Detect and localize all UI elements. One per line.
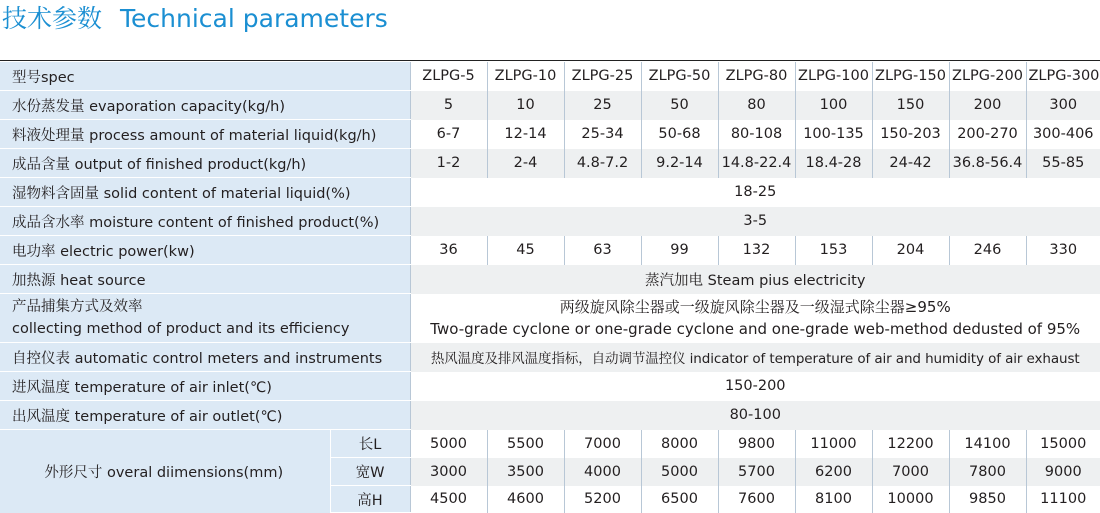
model-cell: ZLPG-50: [641, 62, 718, 91]
value-cell: 80-108: [718, 120, 795, 149]
value-cell: 150: [872, 91, 949, 120]
value-cell: 200: [949, 91, 1026, 120]
value-cell: 6500: [641, 486, 718, 513]
value-cell: [410, 294, 1100, 343]
value-cell: 204: [872, 236, 949, 265]
model-cell: ZLPG-200: [949, 62, 1026, 91]
page-title: [2, 2, 388, 36]
value-cell: 330: [1026, 236, 1100, 265]
row-label-en: collecting method of product and its efficiency: [12, 321, 350, 337]
model-cell: ZLPG-100: [795, 62, 872, 91]
row-label: 进风温度 temperature of air inlet(℃): [0, 372, 410, 401]
row-collecting: [0, 294, 1100, 343]
value-cell: 5700: [718, 458, 795, 486]
value-cell: 99: [641, 236, 718, 265]
value-cell: 150-203: [872, 120, 949, 149]
sub-label: 宽W: [330, 458, 410, 486]
spec-label: 型号spec: [0, 62, 410, 91]
value-cell: 11000: [795, 430, 872, 458]
row-label: 成品含水率 moisture content of finished product(%): [0, 207, 410, 236]
value-cell: 14100: [949, 430, 1026, 458]
value-cell: 36.8-56.4: [949, 149, 1026, 178]
value-cell: 12200: [872, 430, 949, 458]
value-cell: 8000: [641, 430, 718, 458]
row-heat: [0, 265, 1100, 294]
row-outlet: [0, 401, 1100, 430]
value-cell: 4500: [410, 486, 487, 513]
row-label: 成品含量 output of finished product(kg/h): [0, 149, 410, 178]
value-cell: 6200: [795, 458, 872, 486]
value-cell: 50: [641, 91, 718, 120]
value-cell: 3000: [410, 458, 487, 486]
value-cell: 150-200: [410, 372, 1100, 401]
value-cell: 18-25: [410, 178, 1100, 207]
model-cell: ZLPG-150: [872, 62, 949, 91]
value-cell: 4600: [487, 486, 564, 513]
value-cell: 25: [564, 91, 641, 120]
value-cell: 热风温度及排风温度指标，自动调节温控仪 indicator of temperature of air and humidity of air exhaust: [410, 343, 1100, 372]
model-cell: ZLPG-300: [1026, 62, 1100, 91]
sub-label: 高H: [330, 486, 410, 513]
title-divider: [0, 60, 1100, 61]
row-label-zh: 产品捕集方式及效率: [12, 299, 143, 315]
value-cell: 18.4-28: [795, 149, 872, 178]
row-process: [0, 120, 1100, 149]
value-cell: 5000: [410, 430, 487, 458]
value-cell: 7000: [872, 458, 949, 486]
title-zh: 技术参数: [2, 4, 103, 33]
value-cell: 300-406: [1026, 120, 1100, 149]
title-en: Technical parameters: [120, 4, 388, 33]
row-label: 水份蒸发量 evaporation capacity(kg/h): [0, 91, 410, 120]
value-cell: 153: [795, 236, 872, 265]
row-label: 电功率 electric power(kw): [0, 236, 410, 265]
value-cell: 80-100: [410, 401, 1100, 430]
value-cell: 3-5: [410, 207, 1100, 236]
row-length: [0, 430, 1100, 458]
row-label: 湿物料含固量 solid content of material liquid(%): [0, 178, 410, 207]
value-cell: 5200: [564, 486, 641, 513]
row-power: [0, 236, 1100, 265]
value-cell: 5000: [641, 458, 718, 486]
value-cell: 3500: [487, 458, 564, 486]
value-cell: 10: [487, 91, 564, 120]
model-cell: ZLPG-25: [564, 62, 641, 91]
value-cell: 9000: [1026, 458, 1100, 486]
model-cell: ZLPG-10: [487, 62, 564, 91]
value-zh: 两级旋风除尘器或一级旋风除尘器及一级湿式除尘器≥95%: [559, 298, 951, 316]
row-evaporation: [0, 91, 1100, 120]
value-cell: 7800: [949, 458, 1026, 486]
row-label: [0, 294, 410, 343]
value-cell: 5500: [487, 430, 564, 458]
value-cell: 15000: [1026, 430, 1100, 458]
value-cell: 25-34: [564, 120, 641, 149]
dimensions-label: 外形尺寸 overal diimensions(mm): [0, 430, 330, 513]
value-cell: 蒸汽加电 Steam pius electricity: [410, 265, 1100, 294]
value-cell: 14.8-22.4: [718, 149, 795, 178]
row-inlet: [0, 372, 1100, 401]
parameters-table: [0, 62, 1100, 513]
row-label: 料液处理量 process amount of material liquid(kg/h): [0, 120, 410, 149]
value-cell: 6-7: [410, 120, 487, 149]
value-cell: 1-2: [410, 149, 487, 178]
value-cell: 200-270: [949, 120, 1026, 149]
value-cell: 132: [718, 236, 795, 265]
value-cell: 7000: [564, 430, 641, 458]
value-cell: 2-4: [487, 149, 564, 178]
row-label: 自控仪表 automatic control meters and instruments: [0, 343, 410, 372]
value-cell: 4000: [564, 458, 641, 486]
value-cell: 45: [487, 236, 564, 265]
value-cell: 4.8-7.2: [564, 149, 641, 178]
value-cell: 24-42: [872, 149, 949, 178]
model-cell: ZLPG-80: [718, 62, 795, 91]
value-cell: 246: [949, 236, 1026, 265]
value-cell: 12-14: [487, 120, 564, 149]
value-cell: 11100: [1026, 486, 1100, 513]
row-moisture: [0, 207, 1100, 236]
value-cell: 55-85: [1026, 149, 1100, 178]
value-cell: 9850: [949, 486, 1026, 513]
value-cell: 10000: [872, 486, 949, 513]
value-cell: 7600: [718, 486, 795, 513]
row-control: [0, 343, 1100, 372]
row-label: 加热源 heat source: [0, 265, 410, 294]
value-cell: 5: [410, 91, 487, 120]
value-cell: 9.2-14: [641, 149, 718, 178]
value-cell: 100-135: [795, 120, 872, 149]
value-en: Two-grade cyclone or one-grade cyclone and one-grade web-method dedusted of 95%: [430, 320, 1081, 338]
value-cell: 36: [410, 236, 487, 265]
value-cell: 50-68: [641, 120, 718, 149]
value-cell: 80: [718, 91, 795, 120]
row-solid: [0, 178, 1100, 207]
sub-label: 长L: [330, 430, 410, 458]
row-label: 出风温度 temperature of air outlet(℃): [0, 401, 410, 430]
value-cell: 300: [1026, 91, 1100, 120]
row-spec: [0, 62, 1100, 91]
row-output: [0, 149, 1100, 178]
model-cell: ZLPG-5: [410, 62, 487, 91]
value-cell: 100: [795, 91, 872, 120]
value-cell: 9800: [718, 430, 795, 458]
value-cell: 63: [564, 236, 641, 265]
value-cell: 8100: [795, 486, 872, 513]
